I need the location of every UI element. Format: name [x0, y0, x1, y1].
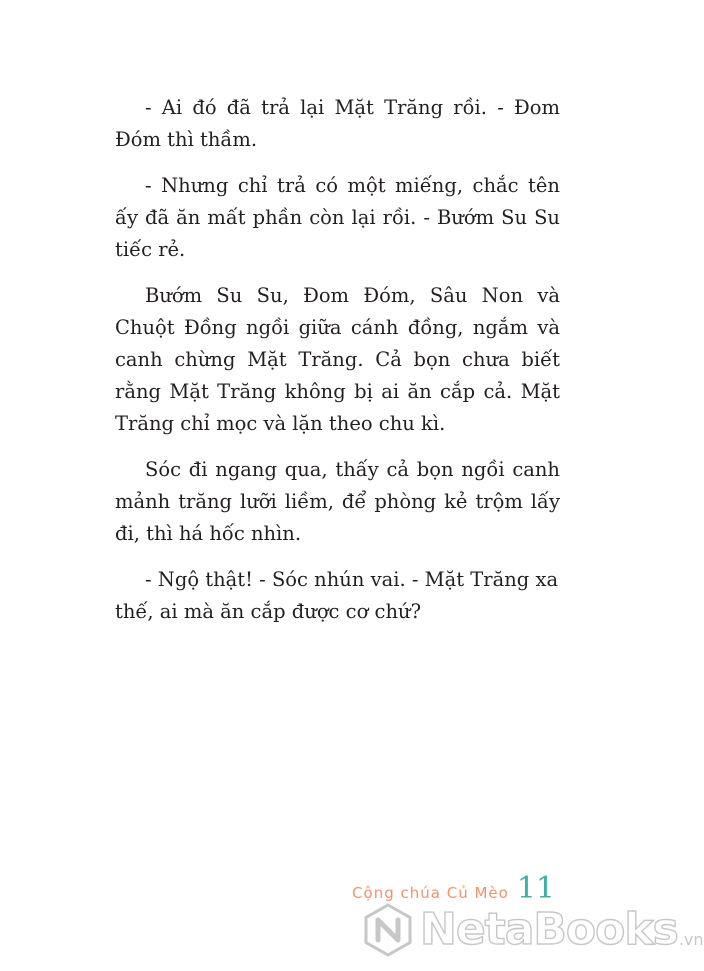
watermark [360, 898, 704, 962]
netabooks-logo-icon [360, 902, 416, 958]
running-book-title: Cộng chúa Củ Mèo [352, 884, 509, 902]
watermark-brand: NetaBooks [420, 904, 678, 955]
page-number: 11 [516, 871, 555, 906]
paragraph-4: Sóc đi ngang qua, thấy cả bọn ngồi canh mảnh trăng lưỡi liềm, để phòng kẻ trộm lấy đi, thì há hốc nhìn. [115, 458, 560, 545]
paragraph-2: - Nhưng chỉ trả có một miếng, chắc tên ấy đã ăn mất phần còn lại rồi. - Bướm Su Su tiếc rẻ. [115, 174, 560, 261]
paragraph-5: - Ngộ thật! - Sóc nhún vai. - Mặt Trăng xa thế, ai mà ăn cắp được cơ chứ? [115, 568, 559, 623]
story-text [115, 92, 560, 642]
watermark-domain-suffix: .vn [678, 929, 704, 949]
paragraph-3: Bướm Su Su, Đom Đóm, Sâu Non và Chuột Đồng ngồi giữa cánh đồng, ngắm và canh chừng Mặt Trăng. Cả bọn chưa biết rằng Mặt Trăng không bị ai ăn cắp cả. Mặt Trăng chỉ mọc và lặn theo chu kì. [115, 284, 560, 435]
paragraph-1: - Ai đó đã trả lại Mặt Trăng rồi. - Đom Đóm thì thầm. [115, 96, 560, 151]
